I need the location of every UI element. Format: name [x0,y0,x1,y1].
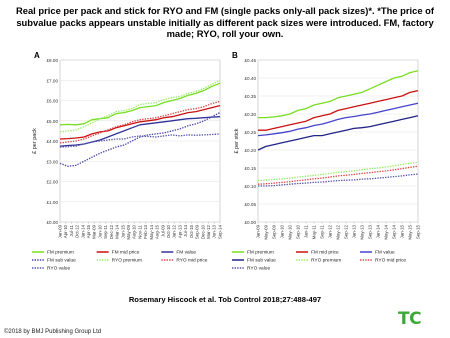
series-line-ryo-mid-price [258,166,418,184]
x-tick-label: Jan-12 [327,225,333,239]
legend-label: RYO premium [311,258,342,264]
x-tick-label: May-11 [311,225,317,240]
x-tick-label: Apr-10 [63,225,69,239]
x-tick-label: Jun-10 [97,225,103,239]
y-tick-label: £0.05 [244,202,256,207]
figure-title: Real price per pack and stick for RYO and FM (single packs only-all pack sizes)*. *The price of subvalue packs appears unstable initially as different pack sizes were introduced. FM, factory made; RYO, roll your own. [15,5,434,40]
x-tick-label: Oct-15 [188,225,194,239]
y-tick-label: £7.00 [46,78,58,84]
chart-svg-a [28,52,226,290]
y-tick-label: £0.30 [244,112,256,117]
y-axis-label: £ per pack [32,128,38,154]
chart-panel-a [28,52,226,290]
citation: Rosemary Hiscock et al. Tob Control 2018;27:488-497 [128,295,322,304]
x-tick-label: Apr-15 [85,225,91,239]
x-tick-label: Sep-11 [319,225,325,239]
x-tick-label: Apr-13 [177,225,183,239]
y-tick-label: £0.00 [46,220,58,225]
x-tick-label: Jun-15 [120,225,126,239]
y-tick-label: £8.00 [46,58,58,63]
x-tick-label: Jul-09 [160,225,166,237]
series-line-fm-mid-price [60,106,220,139]
x-tick-label: May-10 [287,225,293,240]
legend-label: RYO value [47,266,71,272]
copyright: ©2018 by BMJ Publishing Group Ltd [4,329,102,335]
x-tick-label: Sep-09 [271,225,277,240]
y-tick-label: £0.45 [244,58,256,63]
x-tick-label: Sep-09 [194,225,200,240]
journal-logo: TC [398,309,422,329]
x-tick-label: Jan-09 [255,225,261,239]
x-tick-label: Aug-15 [154,225,160,240]
y-tick-label: £1.00 [46,199,58,205]
series-line-fm-value [60,117,220,146]
plot-frame [258,60,418,222]
legend-label: RYO premium [111,258,142,264]
x-tick-label: Sep-14 [217,225,223,240]
x-tick-label: Sep-11 [103,225,109,239]
x-tick-label: Feb-13 [143,225,149,239]
legend-label: RYO mid price [176,258,208,264]
x-tick-label: Jul-14 [183,225,189,237]
y-tick-label: £0.15 [244,166,256,171]
legend-label: FM mid price [111,250,140,256]
x-tick-label: Jul-11 [68,225,74,237]
panel-label: A [34,52,40,60]
y-tick-label: £0.25 [244,130,256,135]
x-tick-label: Jan-09 [57,225,63,239]
x-tick-label: Jan-14 [375,225,381,239]
y-tick-label: £4.00 [46,139,58,144]
x-tick-label: May-14 [383,225,389,240]
x-tick-label: Dec-10 [200,225,206,240]
series-line-fm-value [258,103,418,135]
x-tick-label: Jan-13 [351,225,357,239]
x-tick-label: Jun-13 [211,225,217,239]
x-tick-label: Jan-12 [171,225,177,239]
x-tick-label: Sep-15 [415,225,421,240]
chart-svg-b [228,52,424,290]
legend-label: RYO mid price [375,258,407,264]
x-tick-label: Sep-10 [295,225,301,240]
x-tick-label: Jan-11 [303,225,309,239]
panel-label: B [232,52,238,60]
legend-label: FM premium [247,250,274,256]
x-tick-label: May-13 [359,225,365,240]
legend-label: FM sub value [47,258,76,264]
chart-panel-b [228,52,424,290]
y-tick-label: £6.00 [46,98,58,104]
x-tick-label: Mar-12 [205,225,211,239]
series-line-fm-mid-price [258,91,418,131]
x-tick-label: Aug-10 [131,225,137,240]
x-tick-label: Jan-15 [399,225,405,239]
x-tick-label: Sep-14 [391,225,397,240]
legend-label: FM value [375,250,395,256]
x-tick-label: Oct-12 [74,225,80,239]
x-tick-label: May-14 [148,225,154,240]
x-tick-label: May-12 [335,225,341,240]
y-tick-label: £0.10 [244,184,256,189]
y-tick-label: £0.20 [244,148,256,153]
x-tick-label: May-09 [263,225,269,240]
x-tick-label: May-15 [407,225,413,240]
x-tick-label: May-09 [125,225,131,240]
x-tick-label: Nov-11 [137,225,143,239]
y-tick-label: £0.35 [244,94,256,99]
series-line-ryo-value [60,134,220,147]
y-tick-label: £5.00 [46,118,58,124]
legend-label: RYO value [247,266,271,272]
series-line-ryo-premium [258,162,418,180]
y-tick-label: £3.00 [46,159,58,165]
legend-label: FM sub value [247,258,276,264]
x-tick-label: Dec-12 [108,225,114,240]
legend-label: FM mid price [311,250,339,256]
x-tick-label: Oct-10 [165,225,171,239]
x-tick-label: Mar-14 [114,225,120,239]
legend-label: FM premium [47,250,74,256]
y-tick-label: £0.40 [244,76,256,81]
x-tick-label: Sep-12 [343,225,349,240]
x-tick-label: Jan-10 [279,225,285,239]
y-tick-label: £2.00 [46,179,58,185]
x-tick-label: Jan-14 [80,225,86,239]
x-tick-label: Mar-09 [91,225,97,239]
y-axis-label: £ per stick [234,128,240,154]
legend-label: FM value [176,250,197,256]
series-line-ryo-value [258,174,418,186]
y-tick-label: £0.00 [244,220,256,225]
x-tick-label: Sep-13 [367,225,373,240]
